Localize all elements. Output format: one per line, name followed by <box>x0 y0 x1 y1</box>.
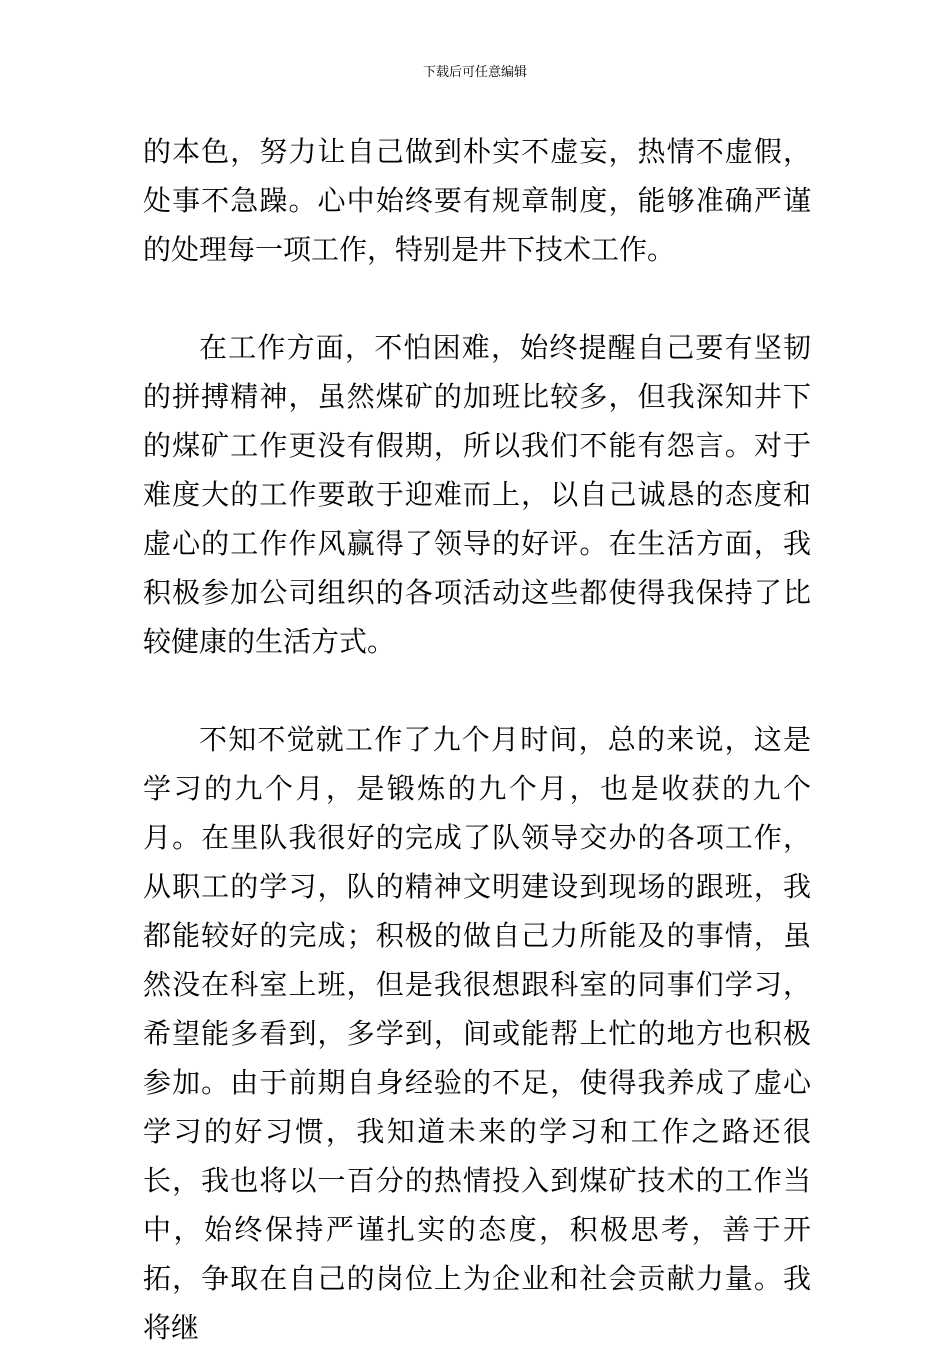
paragraph-gap <box>143 666 811 715</box>
paragraph-gap <box>143 274 811 323</box>
paragraph-2: 在工作方面，不怕困难，始终提醒自己要有坚韧的拼搏精神，虽然煤矿的加班比较多，但我深知井下的煤矿工作更没有假期，所以我们不能有怨言。对于难度大的工作要敢于迎难而上，以自己诚恳的态度和虚心的工作作风赢得了领导的好评。在生活方面，我积极参加公司组织的各项活动这些都使得我保持了比较健康的生活方式。 <box>143 331 811 658</box>
paragraph-1: 的本色，努力让自己做到朴实不虚妄，热情不虚假，处事不急躁。心中始终要有规章制度，能够准确严谨的处理每一项工作，特别是井下技术工作。 <box>143 135 811 266</box>
page-header: 下载后可任意编辑 <box>422 65 527 80</box>
paragraph-3: 不知不觉就工作了九个月时间，总的来说，这是学习的九个月，是锻炼的九个月，也是收获的九个月。在里队我很好的完成了队领导交办的各项工作，从职工的学习，队的精神文明建设到现场的跟班，我都能较好的完成；积极的做自己力所能及的事情，虽然没在科室上班，但是我很想跟科室的同事们学习，希望能多看到，多学到，间或能帮上忙的地方也积极参加。由于前期自身经验的不足，使得我养成了虚心学习的好习惯，我知道未来的学习和工作之路还很长，我也将以一百分的热情投入到煤矿技术的工作当中，始终保持严谨扎实的态度，积极思考，善于开拓，争取在自己的岗位上为企业和社会贡献力量。我将继 <box>143 723 811 1344</box>
document-body <box>143 127 811 1352</box>
